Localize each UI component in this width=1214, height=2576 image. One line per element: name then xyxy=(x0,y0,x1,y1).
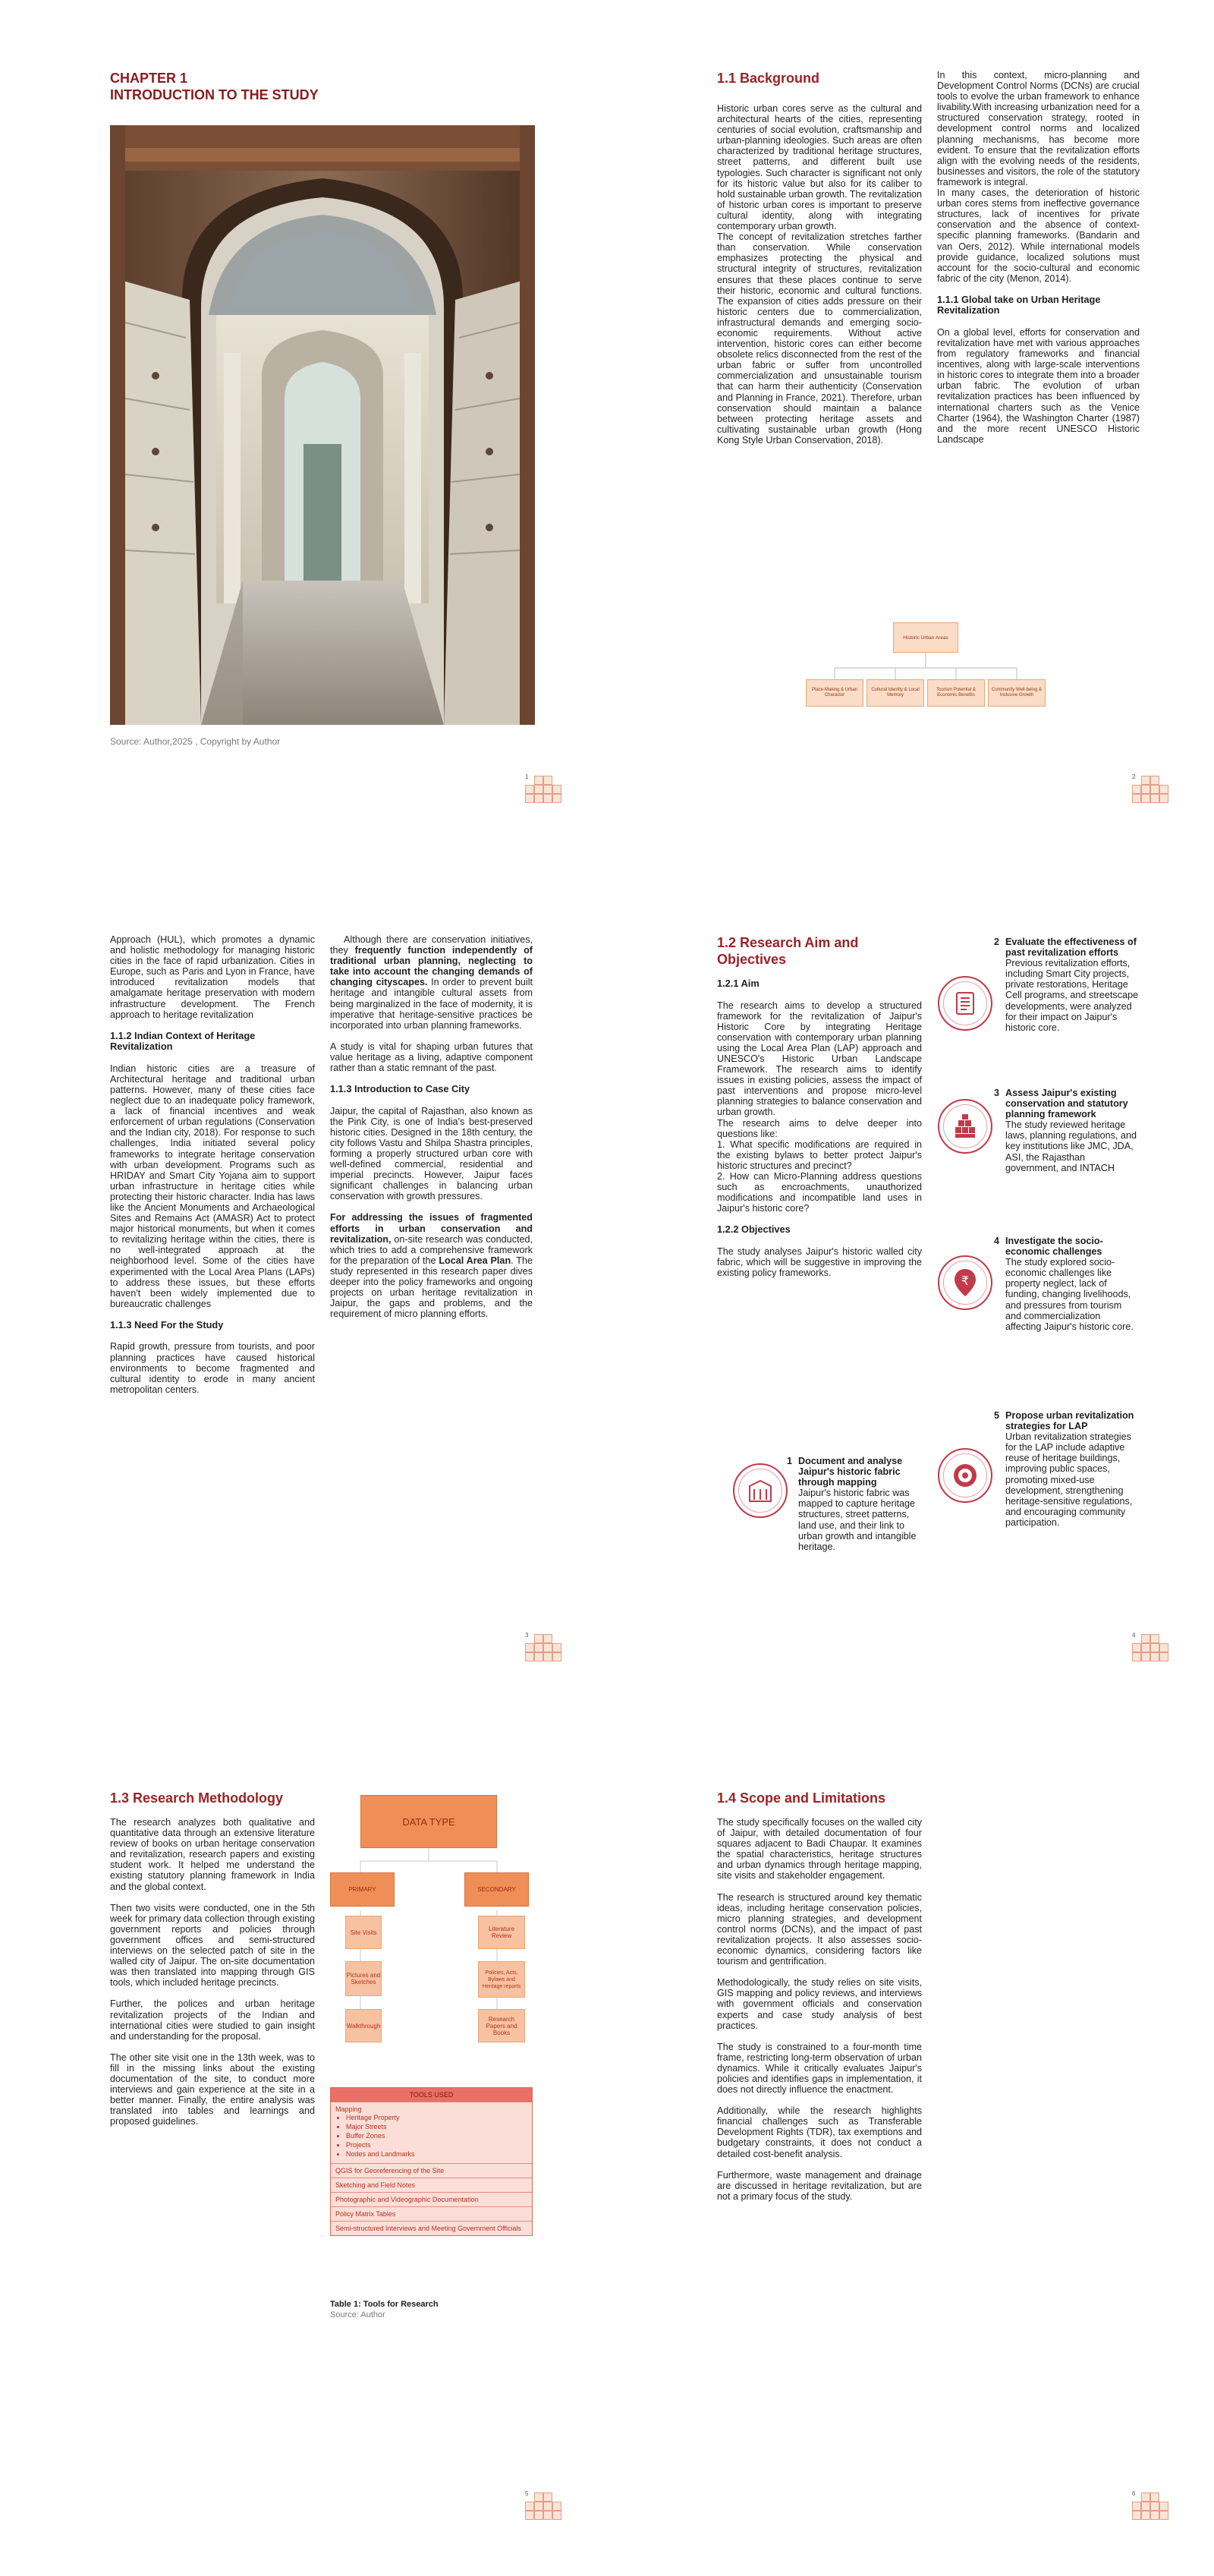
text-run: In order to prevent built heritage and intangible cultural assets from being marginalized in the face of modernity, it is imperative that heritage-sensitive practices be incorporated into urban planning frameworks. xyxy=(330,977,533,1031)
heritage-building-icon xyxy=(733,1463,788,1518)
page3-right-column xyxy=(330,934,533,1319)
chapter-label: CHAPTER 1 xyxy=(110,71,188,86)
need-paragraph: Rapid growth, pressure from tourists, and poor planning practices have caused historical environments to become fragmented and cultural identity to erode in many ancient metropolitan centers. xyxy=(110,1341,315,1395)
text-run: on-site research was conducted, which tries to add a comprehensive framework for the preparation of the xyxy=(330,1233,533,1266)
primary-box: PRIMARY xyxy=(330,1872,395,1907)
scope-paragraph: Methodologically, the study relies on site visits, GIS mapping and policy reviews, and interviews with government officials and conservation experts and case study analysis of best practices. xyxy=(717,1977,922,2031)
mapping-item: • Major Streets xyxy=(346,2122,527,2131)
text-run: . The study represented in this research paper dives deeper into the policy frameworks and ongoing projects on urban heritage revitalization in Jaipur, the gaps and problems, and the requirement of micro planning efforts. xyxy=(330,1255,533,1320)
urban-futures-paragraph: A study is vital for shaping urban futures that value heritage as a living, adaptive component rather than a static remnant of the past. xyxy=(330,1041,533,1074)
background-paragraph: The concept of revitalization stretches farther than conservation. While conservation emphasizes protecting the physical and structural integrity of structures, revitalization ensures that these places continue to serve their historic, economic and cultural functions. The expansion of cities adds pressure on their historic centers due to commercialization, infrastructural demands and emerging socio-economic requirements. Without active intervention, historic cores can either become obsolete relics disconnected from the rest of the urban fabric or suffer from uncontrolled commercialization and unsustainable tourism that can harm their authenticity (Conservation and Planning in France, 2021). Therefore, urban conservation should maintain a balance between protecting heritage assets and cultivating sustainable urban growth (Hong Kong Style Urban Conservation, 2018). xyxy=(717,231,922,446)
bold-run: For addressing the issues of fragmented efforts in urban conservation and revitalization, xyxy=(330,1212,533,1245)
methodology-paragraph: The other site visit one in the 13th week, was to fill in the missing links about the existing documentation of the site, to conduct more interviews and gain experience at the site in a better manner. Finally, the entire analysis was translated into tables and learnings and proposed guidelines. xyxy=(110,2052,315,2127)
methodology-paragraph: Then two visits were conducted, one in the 5th week for primary data collection through existing government reports and policies through government offices and semi-structured interviews on the selected patch of site in the walled city of Jaipur. The on-site documentation was then translated into mapping through GIS tools, which included heritage precincts. xyxy=(110,1902,315,1989)
section-heading-background: 1.1 Background xyxy=(717,71,820,86)
secondary-item: Policies, Acts, Bylaws and Heritage reports xyxy=(478,1961,525,1998)
scope-paragraph: The study specifically focuses on the walled city of Jaipur, with detailed documentation of four squares adjacent to Badi Chaupar. It examines the spatial characteristics, heritage structures and urban dynamics through heritage mapping, site visits and stakeholder engagement. xyxy=(717,1817,922,1882)
flow-root-box: Historic Urban Areas xyxy=(893,622,958,653)
tools-row: Photographic and Videographic Documentation xyxy=(331,2192,532,2206)
page-number-mark xyxy=(525,2490,561,2520)
objective-title: Propose urban revitalization strategies for LAP xyxy=(1005,1410,1134,1432)
page4-left-column xyxy=(717,934,922,1278)
flow-child-box: Community Well-being & Inclusive Growth xyxy=(988,679,1046,707)
sub-heading-need-for-study: 1.1.3 Need For the Study xyxy=(110,1318,224,1331)
objective-title: Investigate the socio-economic challenges xyxy=(1005,1236,1103,1258)
case-city-paragraph: Jaipur, the capital of Rajasthan, also known as the Pink City, is one of India's best-preserved historic cities. Designed in the 18th century, the city follows Vastu and Shilpa Shastra principles, forming a properly structured urban core with well-defined commercial, residential and imperial precincts. However, Jaipur faces significant challenges in balancing urban conservation with growth pressures. xyxy=(330,1105,533,1202)
mapping-item: • Buffer Zones xyxy=(346,2131,527,2140)
page3-left-column xyxy=(110,934,315,1395)
section-heading-aim-objectives: 1.2 Research Aim and Objectives xyxy=(717,935,859,967)
primary-item: Walkthrough xyxy=(345,2009,382,2042)
document-icon xyxy=(938,976,992,1031)
methodology-paragraph: The research analyzes both qualitative and quantitative data through an extensive literature review of books on urban heritage conservation and revitalization, research papers and existing student work. It helped me understand the existing statutory planning framework in India and the global context. xyxy=(110,1817,315,1892)
methodology-column xyxy=(110,1790,315,2127)
tools-header: TOOLS USED xyxy=(331,2088,532,2102)
page-number: 6 xyxy=(1132,2490,1136,2497)
page-1 xyxy=(0,0,607,858)
objective-title: Assess Jaipur's existing conservation and statutory planning framework xyxy=(1005,1088,1128,1120)
page-6 xyxy=(607,1717,1214,2575)
building-blocks-icon xyxy=(938,1099,992,1154)
objective-text: Previous revitalization efforts, including Smart City projects, private restorations, Heritage Cell programs, and streetscape developments, were analyzed for their impact on Jaipur's historic core. xyxy=(1005,958,1139,1033)
secondary-box: SECONDARY xyxy=(464,1872,529,1907)
sub-heading-aim: 1.2.1 Aim xyxy=(717,978,760,989)
objective-number: 4 xyxy=(994,1236,1000,1246)
background-paragraph: In this context, micro-planning and Development Control Norms (DCNs) are crucial tools to evolve the urban framework to enhance livability.With increasing urbanization need for a structured conservation strategy, rooted in development control norms and localized planning mechanisms, has become more evident. To ensure that the revitalization efforts align with the evolving needs of the residents, businesses and visitors, the role of the statutory framework is integral. xyxy=(937,70,1140,187)
objective-item xyxy=(994,1410,1138,1528)
objective-item xyxy=(994,1236,1138,1332)
page-number: 5 xyxy=(525,2490,529,2497)
objectives-intro: The study analyses Jaipur's historic walled city fabric, which will be suggestive in improving the existing policy frameworks. xyxy=(717,1245,922,1279)
mapping-item: • Heritage Property xyxy=(346,2113,527,2122)
sub-heading-global-take: 1.1.1 Global take on Urban Heritage Revitalization xyxy=(937,293,1101,316)
objective-title: Evaluate the effectiveness of past revitalization efforts xyxy=(1005,937,1137,959)
page-3 xyxy=(0,858,607,1717)
aim-question: 1. What specific modifications are required in the existing bylaws to better protect Jaipur's historic structures and precinct? xyxy=(717,1138,922,1171)
global-take-paragraph: On a global level, efforts for conservation and revitalization have met with various approaches from regulatory frameworks and financial incentives, along with large-scale interventions in historic cores to integrate them into a broader urban fabric. The evolution of urban revitalization practices has been influenced by international charters such as the Venice Charter (1964), the Washington Charter (1987) and the more recent UNESCO Historic Landscape xyxy=(937,326,1140,445)
fragmented-efforts-paragraph xyxy=(330,1212,533,1319)
objective-text: The study reviewed heritage laws, planning regulations, and key institutions like JMC, JDA, ASI, the Rajasthan government, and INTACH xyxy=(1005,1120,1137,1173)
objective-item xyxy=(994,1088,1138,1173)
chapter-heading xyxy=(110,70,319,103)
flow-child-box: Tourism Potential & Economic Benefits xyxy=(927,679,985,707)
section-heading-methodology: 1.3 Research Methodology xyxy=(110,1790,284,1806)
primary-item: Pictures and Sketches xyxy=(345,1961,382,1996)
conservation-paragraph xyxy=(330,934,533,1031)
page-number-mark xyxy=(1132,1634,1168,1661)
sub-heading-case-city: 1.1.3 Introduction to Case City xyxy=(330,1083,470,1095)
bold-run: Local Area Plan xyxy=(439,1255,511,1266)
page-number: 4 xyxy=(1132,1632,1136,1639)
page-number-mark xyxy=(525,1634,561,1661)
tools-used-table xyxy=(330,2087,533,2236)
tools-row: Policy Matrix Tables xyxy=(331,2206,532,2221)
page-number-mark xyxy=(1132,2490,1168,2520)
scope-paragraph: The research is structured around key thematic ideas, including heritage conservation policies, micro planning strategies, and development control norms (DCNs), and the impact of past revitalization projects. It also assesses socio-economic dynamics, considering factors like tourism and gentrification. xyxy=(717,1891,922,1967)
tools-mapping-row xyxy=(331,2102,532,2163)
secondary-item: Research Papers and Books xyxy=(478,2009,525,2042)
mapping-label: Mapping xyxy=(335,2105,362,2113)
mapping-item: • Nodes and Landmarks xyxy=(346,2149,527,2159)
page-number-mark xyxy=(1132,773,1168,803)
background-right-column xyxy=(937,70,1140,445)
aim-question: 2. How can Micro-Planning address questions such as encroachments, unauthorized modifications and incompatible land uses in Jaipur's historic core? xyxy=(717,1171,922,1214)
scope-paragraph: The study is constrained to a four-month time frame, restricting long-term observation of urban dynamics. While it critically evaluates Jaipur's policies and identifies gaps in implementation, it does not directly influence the enactment. xyxy=(717,2041,922,2096)
scope-column xyxy=(717,1790,922,2202)
page-number-mark xyxy=(525,773,561,803)
table-source: Source: Author xyxy=(330,2310,385,2319)
page-number: 3 xyxy=(525,1632,529,1639)
secondary-item: Literature Review xyxy=(478,1916,525,1949)
aim-paragraph: The research aims to delve deeper into questions like: xyxy=(717,1117,922,1139)
scope-paragraph: Furthermore, waste management and drainage are discussed in heritage revitalization, but are not a primary focus of the study. xyxy=(717,2169,922,2202)
target-icon xyxy=(938,1448,992,1503)
objective-item xyxy=(787,1456,923,1552)
background-paragraph: Historic urban cores serve as the cultural and architectural hearts of the cities, representing centuries of social evolution, craftsmanship and urban-planning ideologies. Such areas are often characterized by traditional heritage structures, street patterns, and different built use typologies. Such character is significant not only for its historic value but also for its caliber to hold sustainable urban growth. The revitalization of historic urban cores is important to preserve cultural identity, along with integrating contemporary urban growth. xyxy=(717,103,922,232)
background-left-column xyxy=(717,70,922,446)
chapter-title: INTRODUCTION TO THE STUDY xyxy=(110,87,319,102)
objective-number: 1 xyxy=(787,1456,793,1466)
scope-paragraph: Additionally, while the research highlights financial challenges such as Transferable Development Rights (TDR), tax exemptions and budgetary constraints, it does not conduct a detailed cost-benefit analysis. xyxy=(717,2105,922,2159)
objective-text: The study explored socio-economic challenges like property neglect, lack of funding, changing livelihoods, and pressures from tourism and commercialization affecting Jaipur's historic core. xyxy=(1005,1257,1134,1332)
mapping-item: • Projects xyxy=(346,2140,527,2149)
objective-title: Document and analyse Jaipur's historic fabric through mapping xyxy=(798,1456,903,1488)
objective-item xyxy=(994,937,1138,1033)
indian-context-paragraph: Indian historic cities are a treasure of Architectural heritage and traditional urban patterns. However, many of these cities face neglect due to an inadequate policy framework, a lack of financial incentives and weak enforcement of urban regulations (Conservation and the Indian city, 2018). For response to such challenges, India initiated several policy frameworks to integrate heritage conservation with urban development. Programs such as HRIDAY and Smart City Yojana aim to support urban infrastructure in heritage cities while protecting their historic character. India has laws like the Ancient Monuments and Archaeological Sites and Remains Act (AMASR) Act to protect major historical monuments, but when it comes to revitalizing heritage within the cities, there is no well-integrated approach at the neighborhood level. Some of the cities have experimented with the Local Area Plans (LAPs) to address these issues, but these efforts haven't been widely implemented due to bureaucratic challenges xyxy=(110,1063,315,1309)
rupee-location-icon xyxy=(938,1255,992,1310)
photo-caption: Source: Author,2025 , Copyright by Author xyxy=(110,736,281,747)
page-2 xyxy=(607,0,1214,858)
page-4 xyxy=(607,858,1214,1717)
objective-number: 2 xyxy=(994,937,1000,947)
objective-number: 5 xyxy=(994,1410,1000,1421)
methodology-paragraph: Further, the polices and urban heritage revitalization projects of the Indian and international cities were studied to gain insight and understanding for the proposal. xyxy=(110,1998,315,2042)
tools-row: Sketching and Field Notes xyxy=(331,2178,532,2192)
tools-row: QGIS for Georeferencing of the Site xyxy=(331,2163,532,2178)
svg-text:₹: ₹ xyxy=(961,1274,970,1288)
background-paragraph: In many cases, the deterioration of historic urban cores stems from ineffective governance structures, lack of incentives for private conservation and the absence of context-specific planning frameworks. (Bandarin and van Oers, 2012). While international models provide guidance, localized solutions must account for the socio-cultural and economic fabric of the city (Menon, 2014). xyxy=(937,187,1140,284)
hul-paragraph: Approach (HUL), which promotes a dynamic and holistic methodology for managing historic cities in the face of rapid urbanization. Cities in Europe, such as Paris and Lyon in France, have introduced revitalization models that amalgamate heritage preservation with modern infrastructure development. The French approach to heritage revitalization xyxy=(110,934,315,1020)
objective-number: 3 xyxy=(994,1088,1000,1098)
page-5 xyxy=(0,1717,607,2575)
aim-paragraph: The research aims to develop a structured framework for the revitalization of Jaipur's Historic Core by integrating Heritage conservation with contemporary urban planning using the Local Area Plan (LAP) approach and UNESCO's Historic Urban Landscape Framework. The research aims to identify issues in existing policies, assess the impact of past interventions and propose micro-level planning strategies to balance conservation and urban growth. xyxy=(717,1000,922,1118)
text-run: Although there are conservation initiatives, they xyxy=(330,934,533,956)
data-type-root: DATA TYPE xyxy=(360,1795,497,1848)
page-number: 2 xyxy=(1132,773,1136,780)
sub-heading-indian-context: 1.1.2 Indian Context of Heritage Revitalization xyxy=(110,1029,256,1053)
haveli-doorway-photo xyxy=(110,125,535,725)
primary-item: Site Visits xyxy=(345,1916,382,1949)
objective-text: Jaipur's historic fabric was mapped to capture heritage structures, street patterns, land use, and their link to urban growth and intangible heritage. xyxy=(798,1488,917,1552)
table-title: Table 1: Tools for Research xyxy=(330,2300,439,2309)
bold-run: frequently function independently of traditional urban planning, neglecting to take into account the changing demands of changing cityscapes. xyxy=(330,945,533,988)
flow-child-box: Cultural Identity & Local Memory xyxy=(866,679,924,707)
section-heading-scope: 1.4 Scope and Limitations xyxy=(717,1790,886,1806)
tools-row: Semi-structured Interviews and Meeting Government Officials xyxy=(331,2221,532,2235)
page-number: 1 xyxy=(525,773,529,780)
sub-heading-objectives: 1.2.2 Objectives xyxy=(717,1223,791,1236)
flow-child-box: Place-Making & Urban Character xyxy=(806,679,863,707)
objective-text: Urban revitalization strategies for the LAP include adaptive reuse of heritage buildings, improving public spaces, promoting mixed-use development, strengthening heritage-sensitive regulations, and encouraging community participation. xyxy=(1005,1431,1133,1528)
